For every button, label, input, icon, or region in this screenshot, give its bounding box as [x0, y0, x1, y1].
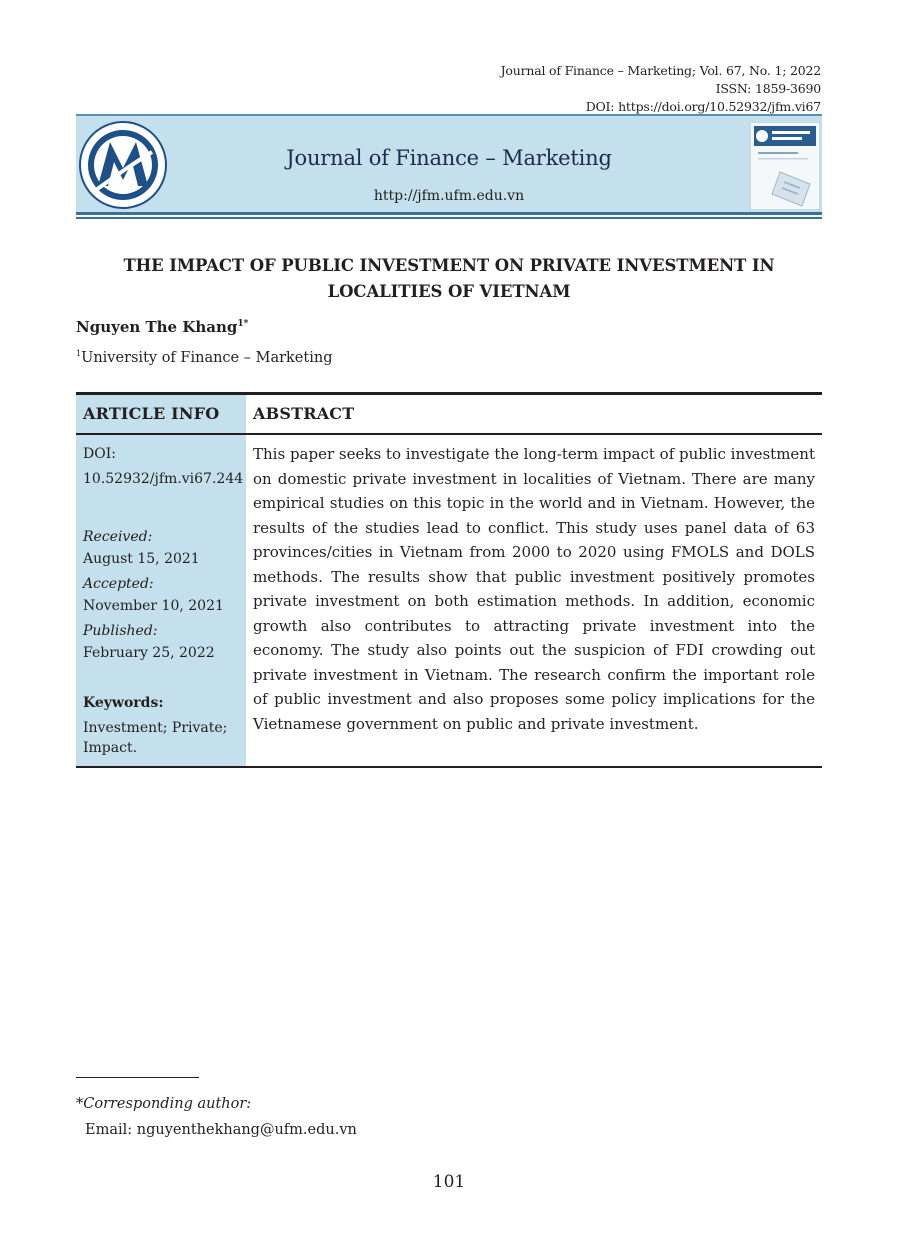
keywords-line-1: Investment; Private; — [83, 720, 228, 736]
table-rule-bottom — [76, 766, 822, 769]
abstract-text: This paper seeks to investigate the long-term impact of public investment on domestic private investment in localities of Vietnam. There are many empirical studies on this topic in the world and in Vietnam. However, the results of the studies lead to conflict. This study uses panel data of 63 provinces/cities in Vietnam from 2000 to 2020 using FMOLS and DOLS methods. The results show that public investment positively promotes private investment on both estimation methods. In addition, economic growth also contributes to attracting private investment into the economy. The study also points out the suspicion of FDI crowding out private investment in Vietnam. The research confirm the important role of public investment and also proposes some policy implications for the Vietnamese government on public and private investment. — [253, 445, 815, 733]
keywords-label: Keywords: — [83, 695, 164, 711]
journal-doi: DOI: https://doi.org/10.52932/jfm.vi67 — [585, 99, 821, 114]
journal-citation: Journal of Finance – Marketing; Vol. 67, No. 1; 2022 — [500, 63, 821, 78]
issn: ISSN: 1859-3690 — [715, 81, 821, 96]
received-label-text: Received: — [83, 529, 153, 545]
published-date: February 25, 2022 — [83, 645, 215, 661]
author-mark: 1* — [237, 319, 249, 329]
article-title: THE IMPACT OF PUBLIC INVESTMENT ON PRIVATE INVESTMENT IN LOCALITIES OF VIETNAM — [123, 256, 775, 301]
journal-citation-block — [501, 62, 821, 116]
corresponding-author-label: *Corresponding author: — [76, 1096, 252, 1112]
journal-cover-icon — [750, 122, 820, 210]
accepted-date: November 10, 2021 — [83, 598, 224, 614]
accepted-label-text: Accepted: — [83, 576, 154, 592]
keywords-line-2: Impact. — [83, 740, 138, 756]
table-rule-top — [76, 392, 822, 395]
received-label — [83, 526, 152, 548]
affiliation-mark: 1 — [76, 349, 82, 358]
corresponding-author-email[interactable]: Email: nguyenthekhang@ufm.edu.vn — [85, 1122, 357, 1138]
author-name — [76, 318, 248, 336]
article-doi[interactable]: 10.52932/jfm.vi67.244 — [83, 471, 244, 487]
journal-url[interactable]: http://jfm.ufm.edu.vn — [373, 188, 525, 204]
masthead-rule — [76, 212, 822, 215]
footnote-rule — [76, 1077, 199, 1078]
accepted-label — [83, 573, 154, 595]
published-label-text: Published: — [83, 623, 158, 639]
article-info-table — [76, 392, 822, 768]
affiliation-text: University of Finance – Marketing — [81, 349, 333, 366]
abstract-heading: ABSTRACT — [253, 404, 355, 423]
masthead-rule — [76, 217, 822, 219]
article-info-heading: ARTICLE INFO — [83, 404, 220, 423]
affiliation — [76, 349, 332, 366]
author-name-text: Nguyen The Khang — [76, 318, 238, 336]
journal-name: Journal of Finance – Marketing — [286, 146, 612, 170]
published-label — [83, 620, 158, 642]
doi-label: DOI: — [83, 446, 116, 462]
page-number: 101 — [432, 1172, 466, 1192]
journal-masthead — [76, 114, 822, 212]
received-date: August 15, 2021 — [83, 551, 200, 567]
table-rule-header — [76, 433, 822, 435]
